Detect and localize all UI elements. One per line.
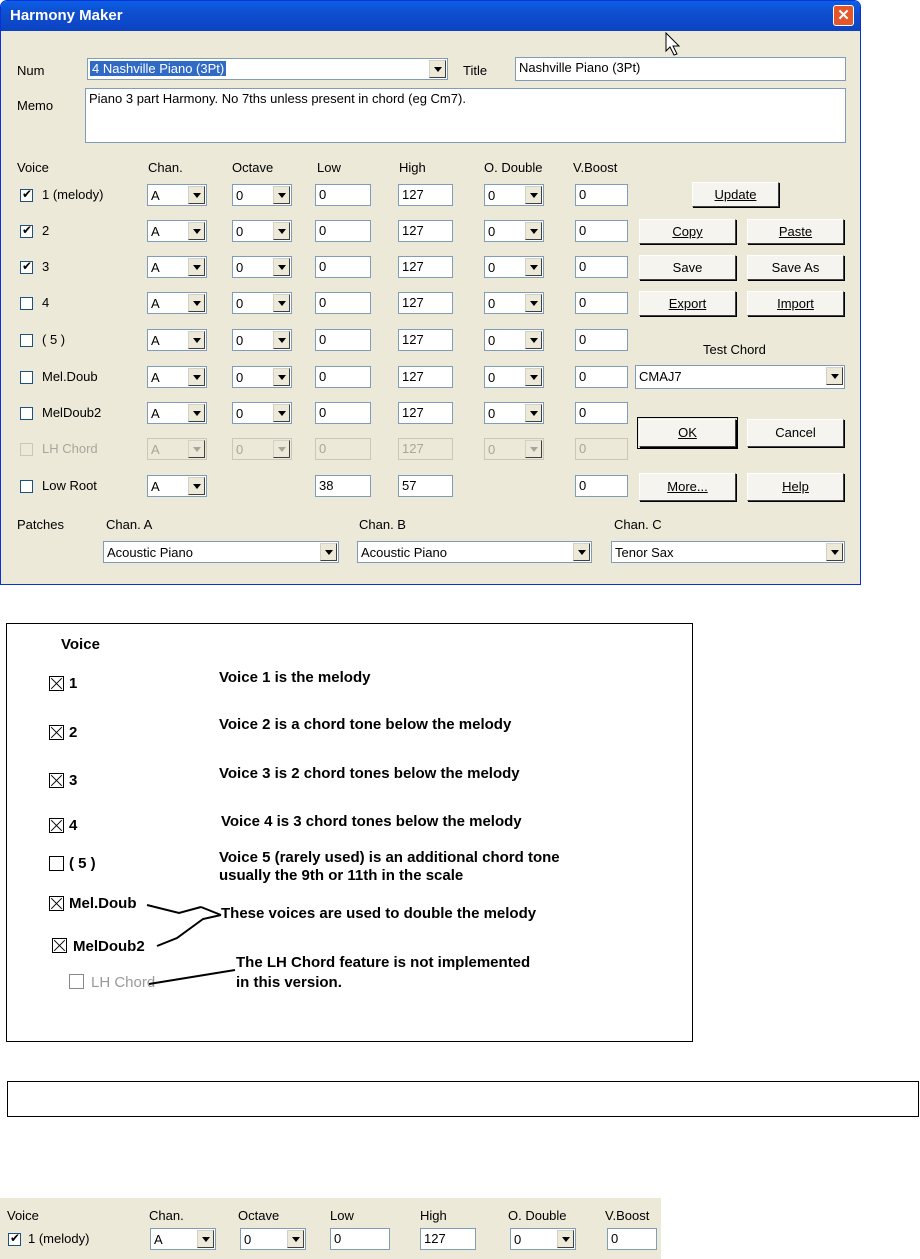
- header-o-double: O. Double: [508, 1208, 567, 1223]
- octave-value: 0: [236, 224, 244, 239]
- diagram-voice-label: ( 5 ): [69, 855, 96, 872]
- memo-label: Memo: [17, 98, 54, 113]
- diagram-note-line-2: usually the 9th or 11th in the scale: [219, 867, 464, 884]
- low-input[interactable]: 38: [315, 475, 371, 497]
- help-button[interactable]: [747, 473, 844, 501]
- low-input[interactable]: 0: [315, 366, 371, 388]
- voice-label: 3: [42, 259, 50, 274]
- octave-select[interactable]: [232, 184, 292, 206]
- v-boost-input[interactable]: 0: [575, 438, 628, 460]
- chevron-down-icon[interactable]: [273, 404, 290, 422]
- chevron-down-icon[interactable]: [429, 60, 446, 78]
- voice-label: MelDoub2: [42, 405, 102, 420]
- test-chord-select[interactable]: [635, 365, 845, 389]
- save-button-label: Save: [672, 260, 703, 275]
- header-chan: Chan.: [149, 1208, 184, 1223]
- save-as-button-label: Save As: [771, 260, 820, 275]
- diagram-voice-label: Mel.Doub: [69, 895, 137, 912]
- low-input[interactable]: 0: [315, 402, 371, 424]
- header-chan: Chan.: [148, 160, 183, 175]
- v-boost-input[interactable]: 0: [575, 184, 628, 206]
- header-voice: Voice: [7, 1208, 39, 1223]
- octave-select[interactable]: [232, 438, 292, 460]
- chevron-down-icon[interactable]: [273, 222, 290, 240]
- high-input[interactable]: 127: [398, 184, 453, 206]
- import-button[interactable]: [747, 291, 844, 316]
- voice-label: 1 (melody): [28, 1231, 90, 1246]
- o-double-select[interactable]: [484, 184, 544, 206]
- voice-checkbox[interactable]: [20, 261, 33, 274]
- o-double-select[interactable]: [510, 1228, 576, 1250]
- header-low: Low: [330, 1208, 354, 1223]
- patch-chan-c-label: Chan. C: [614, 517, 662, 532]
- chevron-down-icon[interactable]: [188, 186, 205, 204]
- ok-button[interactable]: [639, 419, 736, 447]
- test-chord-label: Test Chord: [703, 342, 766, 357]
- harmony-maker-dialog: [0, 0, 861, 585]
- header-voice: Voice: [17, 160, 49, 175]
- low-input[interactable]: 0: [330, 1228, 390, 1250]
- diagram-voice-label: 4: [69, 817, 78, 834]
- patch-chan-a-label: Chan. A: [106, 517, 153, 532]
- chevron-down-icon[interactable]: [826, 367, 843, 385]
- header-high: High: [399, 160, 426, 175]
- v-boost-input[interactable]: 0: [575, 256, 628, 278]
- chan-value: A: [151, 296, 160, 311]
- low-input[interactable]: 0: [315, 329, 371, 351]
- patch-chan-b-select[interactable]: [357, 541, 592, 563]
- chan-select[interactable]: [147, 292, 207, 314]
- lh-note-line-2: in this version.: [236, 974, 342, 991]
- chan-value: A: [151, 442, 160, 457]
- copy-button[interactable]: [639, 219, 736, 244]
- diagram-note: Voice 2 is a chord tone below the melody: [219, 716, 512, 733]
- voice-checkbox[interactable]: [20, 480, 33, 493]
- chevron-down-icon[interactable]: [525, 404, 542, 422]
- diagram-voice-label: LH Chord: [91, 974, 156, 991]
- chevron-down-icon[interactable]: [273, 368, 290, 386]
- high-input[interactable]: 127: [398, 292, 453, 314]
- chevron-down-icon[interactable]: [525, 186, 542, 204]
- v-boost-input[interactable]: 0: [575, 402, 628, 424]
- chevron-down-icon[interactable]: [826, 543, 843, 561]
- header-octave: Octave: [232, 160, 274, 175]
- patches-label: Patches: [17, 517, 64, 532]
- v-boost-input[interactable]: 0: [575, 475, 628, 497]
- octave-value: 0: [236, 260, 244, 275]
- export-button[interactable]: [639, 291, 736, 316]
- chevron-down-icon[interactable]: [273, 186, 290, 204]
- voice-checkbox[interactable]: [20, 225, 33, 238]
- export-button-label: Export: [668, 296, 707, 311]
- low-input[interactable]: 0: [315, 256, 371, 278]
- title-input[interactable]: Nashville Piano (3Pt): [515, 57, 846, 81]
- diagram-voice-label: MelDoub2: [73, 938, 145, 955]
- chan-select[interactable]: [147, 184, 207, 206]
- lh-note-line-1: The LH Chord feature is not implemented: [236, 954, 531, 971]
- high-input[interactable]: 127: [420, 1228, 476, 1250]
- o-double-value: 0: [488, 442, 496, 457]
- v-boost-input[interactable]: 0: [575, 292, 628, 314]
- update-button-label: Update: [714, 187, 757, 202]
- dialog-title: Harmony Maker: [10, 7, 123, 24]
- octave-select[interactable]: [232, 256, 292, 278]
- chevron-down-icon[interactable]: [320, 543, 337, 561]
- octave-value: 0: [236, 333, 244, 348]
- header-o-double: O. Double: [484, 160, 543, 175]
- chan-select[interactable]: [147, 366, 207, 388]
- diagram-note: Voice 5 (rarely used) is an additional chord tone: [219, 849, 560, 866]
- low-input[interactable]: 0: [315, 292, 371, 314]
- voice-checkbox[interactable]: [20, 334, 33, 347]
- header-v-boost: V.Boost: [573, 160, 618, 175]
- num-label: Num: [17, 63, 45, 78]
- voice-label: 1 (melody): [42, 187, 104, 202]
- paste-button-label: Paste: [778, 224, 813, 239]
- chan-value: A: [151, 333, 160, 348]
- octave-value: 0: [236, 442, 244, 457]
- title-bar[interactable]: [1, 1, 860, 31]
- octave-select[interactable]: [232, 292, 292, 314]
- voice-label: ( 5 ): [42, 332, 66, 347]
- header-v-boost: V.Boost: [605, 1208, 650, 1223]
- chevron-down-icon[interactable]: [188, 477, 205, 495]
- diagram-voice-label: 2: [69, 724, 78, 741]
- chevron-down-icon[interactable]: [188, 331, 205, 349]
- cancel-button-label: Cancel: [775, 425, 816, 440]
- octave-value: 0: [236, 296, 244, 311]
- chan-value: A: [151, 370, 160, 385]
- chevron-down-icon[interactable]: [188, 258, 205, 276]
- octave-value: 0: [236, 406, 244, 421]
- voice-row-closeup: [0, 1198, 661, 1259]
- o-double-value: 0: [514, 1232, 522, 1247]
- octave-select[interactable]: [232, 366, 292, 388]
- o-double-select[interactable]: [484, 220, 544, 242]
- voice-checkbox[interactable]: [20, 189, 33, 202]
- chevron-down-icon[interactable]: [287, 1230, 304, 1248]
- num-select-value: 4 Nashville Piano (3Pt): [92, 61, 225, 76]
- paste-button[interactable]: [747, 219, 844, 244]
- o-double-value: 0: [488, 296, 496, 311]
- mouse-pointer-icon: [665, 32, 685, 58]
- diagram-voice-label: 3: [69, 772, 78, 789]
- o-double-value: 0: [488, 333, 496, 348]
- chevron-down-icon[interactable]: [525, 331, 542, 349]
- o-double-value: 0: [488, 224, 496, 239]
- chan-value: A: [151, 260, 160, 275]
- title-label: Title: [463, 63, 488, 78]
- chevron-down-icon[interactable]: [188, 440, 205, 458]
- v-boost-input[interactable]: 0: [575, 366, 628, 388]
- ok-button-label: OK: [678, 425, 697, 440]
- chan-select[interactable]: [147, 402, 207, 424]
- help-button-label: Help: [782, 479, 809, 494]
- chan-select[interactable]: [147, 438, 207, 460]
- o-double-select[interactable]: [484, 329, 544, 351]
- empty-frame: [7, 1081, 919, 1117]
- patch-chan-b-label: Chan. B: [359, 517, 406, 532]
- high-input[interactable]: 127: [398, 329, 453, 351]
- patch-value: Acoustic Piano: [361, 545, 447, 560]
- o-double-select[interactable]: [484, 256, 544, 278]
- chevron-down-icon[interactable]: [197, 1230, 214, 1248]
- low-input[interactable]: 0: [315, 220, 371, 242]
- high-input[interactable]: 127: [398, 402, 453, 424]
- chevron-down-icon[interactable]: [525, 222, 542, 240]
- o-double-select[interactable]: [484, 292, 544, 314]
- o-double-value: 0: [488, 406, 496, 421]
- voice-checkbox[interactable]: [20, 443, 33, 456]
- high-input[interactable]: 127: [398, 256, 453, 278]
- patch-value: Tenor Sax: [615, 545, 674, 560]
- header-low: Low: [317, 160, 341, 175]
- chan-select[interactable]: [150, 1228, 216, 1250]
- header-high: High: [420, 1208, 447, 1223]
- diagram-note: Voice 4 is 3 chord tones below the melody: [221, 813, 522, 830]
- v-boost-input[interactable]: 0: [575, 220, 628, 242]
- diagram-voice-label: 1: [69, 675, 78, 692]
- octave-value: 0: [236, 370, 244, 385]
- chevron-down-icon[interactable]: [273, 440, 290, 458]
- chevron-down-icon[interactable]: [525, 368, 542, 386]
- o-double-value: 0: [488, 260, 496, 275]
- chevron-down-icon[interactable]: [188, 294, 205, 312]
- chevron-down-icon[interactable]: [525, 294, 542, 312]
- voice-checkbox[interactable]: [20, 297, 33, 310]
- chevron-down-icon[interactable]: [525, 440, 542, 458]
- low-input[interactable]: 0: [315, 184, 371, 206]
- import-button-label: Import: [777, 296, 814, 311]
- more-button-label: More...: [667, 479, 708, 494]
- voice-label: Mel.Doub: [42, 369, 98, 384]
- octave-select[interactable]: [232, 220, 292, 242]
- high-input[interactable]: 57: [398, 475, 453, 497]
- high-input[interactable]: 127: [398, 366, 453, 388]
- chevron-down-icon[interactable]: [525, 258, 542, 276]
- octave-value: 0: [236, 188, 244, 203]
- chan-value: A: [154, 1232, 163, 1247]
- close-icon: ✕: [837, 7, 850, 24]
- copy-button-label: Copy: [672, 224, 703, 239]
- high-input[interactable]: 127: [398, 438, 453, 460]
- octave-value: 0: [244, 1232, 252, 1247]
- patch-chan-a-select[interactable]: [103, 541, 339, 563]
- test-chord-value: CMAJ7: [639, 369, 682, 384]
- patch-chan-c-select[interactable]: [611, 541, 845, 563]
- header-octave: Octave: [238, 1208, 280, 1223]
- save-button[interactable]: [639, 255, 736, 280]
- high-input[interactable]: 127: [398, 220, 453, 242]
- voice-label: Low Root: [42, 478, 97, 493]
- o-double-value: 0: [488, 188, 496, 203]
- memo-textarea[interactable]: Piano 3 part Harmony. No 7ths unless present in chord (eg Cm7).: [85, 88, 846, 143]
- chevron-down-icon[interactable]: [188, 222, 205, 240]
- voice-explanation-diagram: [6, 623, 693, 1042]
- doubling-note: These voices are used to double the melody: [221, 905, 537, 922]
- close-button[interactable]: [833, 5, 854, 26]
- octave-select[interactable]: [232, 402, 292, 424]
- num-select[interactable]: [87, 58, 448, 80]
- chan-value: A: [151, 406, 160, 421]
- o-double-value: 0: [488, 370, 496, 385]
- voice-label: LH Chord: [42, 441, 98, 456]
- chevron-down-icon[interactable]: [273, 294, 290, 312]
- octave-select[interactable]: [232, 329, 292, 351]
- octave-select[interactable]: [240, 1228, 306, 1250]
- chevron-down-icon[interactable]: [188, 404, 205, 422]
- chevron-down-icon[interactable]: [557, 1230, 574, 1248]
- voice-checkbox[interactable]: [20, 371, 33, 384]
- o-double-select[interactable]: [484, 402, 544, 424]
- chevron-down-icon[interactable]: [273, 258, 290, 276]
- diagram-note: Voice 1 is the melody: [219, 669, 371, 686]
- voice-checkbox[interactable]: [20, 407, 33, 420]
- chan-select[interactable]: [147, 256, 207, 278]
- more-button[interactable]: [639, 473, 736, 501]
- chan-select[interactable]: [147, 475, 207, 497]
- chevron-down-icon[interactable]: [188, 368, 205, 386]
- o-double-select[interactable]: [484, 366, 544, 388]
- o-double-select[interactable]: [484, 438, 544, 460]
- chan-select[interactable]: [147, 329, 207, 351]
- chevron-down-icon[interactable]: [273, 331, 290, 349]
- annotation-arrows: [7, 624, 694, 1043]
- patch-value: Acoustic Piano: [107, 545, 193, 560]
- v-boost-input[interactable]: 0: [575, 329, 628, 351]
- v-boost-input[interactable]: 0: [607, 1228, 657, 1250]
- chevron-down-icon[interactable]: [573, 543, 590, 561]
- save-as-button[interactable]: [747, 255, 844, 280]
- update-button[interactable]: [692, 182, 779, 207]
- cancel-button[interactable]: [747, 419, 844, 447]
- low-input[interactable]: 0: [315, 438, 371, 460]
- chan-value: A: [151, 479, 160, 494]
- diagram-note: Voice 3 is 2 chord tones below the melody: [219, 765, 520, 782]
- chan-select[interactable]: [147, 220, 207, 242]
- chan-value: A: [151, 224, 160, 239]
- voice-label: 4: [42, 295, 50, 310]
- voice-label: 2: [42, 223, 50, 238]
- chan-value: A: [151, 188, 160, 203]
- diagram-heading: Voice: [61, 636, 100, 653]
- voice-checkbox[interactable]: [8, 1233, 21, 1246]
